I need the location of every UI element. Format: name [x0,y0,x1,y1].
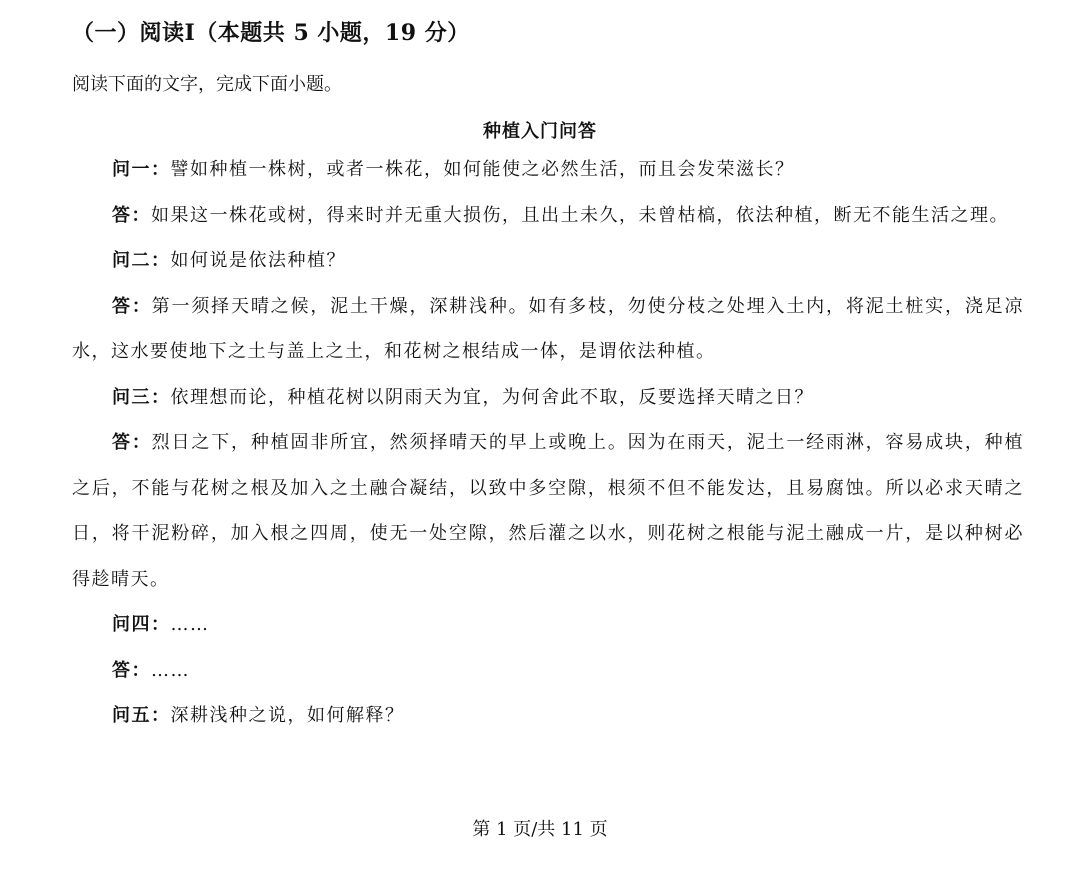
article-title: 种植入门问答 [483,121,597,142]
article-paragraph [72,193,1024,239]
reading-instruction: 阅读下面的文字，完成下面小题。 [72,74,342,95]
section-title: （一）阅读I（本题共 5 小题，19 分） [72,20,470,46]
paragraph-label: 答： [112,432,152,453]
paragraph-label: 问四： [112,614,171,635]
article-paragraph [72,147,1024,193]
paragraph-label: 答： [112,659,151,681]
article-body [72,147,1024,739]
article-paragraph [72,693,1024,739]
paragraph-label: 问三： [112,386,171,408]
paragraph-label: 问二： [112,250,171,271]
paragraph-text: …… [151,659,190,681]
paragraph-label: 答： [112,295,152,317]
paragraph-text: 第一须择天晴之候，泥土干燥，深耕浅种。如有多枝，勿使分枝之处埋入土内，将泥土桩实，浇足凉水，这水要使地下之土与盖上之土，和花树之根结成一体，是谓依法种植。 [72,295,1025,362]
article-paragraph [72,238,1024,284]
article-paragraph [72,284,1024,375]
article-paragraph [72,648,1024,694]
paragraph-text: 依理想而论，种植花树以阴雨天为宜，为何舍此不取，反要选择天晴之日？ [170,386,814,408]
paragraph-text: 深耕浅种之说，如何解释？ [170,705,405,726]
article-paragraph [72,602,1024,648]
paragraph-text: 如果这一株花或树，得来时并无重大损伤，且出土未久，未曾枯槁，依法种植，断无不能生活之理。 [151,204,1009,226]
paragraph-text: …… [170,614,210,635]
article-paragraph [72,375,1024,421]
paragraph-text: 如何说是依法种植？ [170,250,346,271]
paragraph-label: 问一： [112,159,171,180]
paragraph-text: 譬如种植一株树，或者一株花，如何能使之必然生活，而且会发荣滋长？ [170,159,795,180]
paragraph-text: 烈日之下，种植固非所宜，然须择晴天的早上或晚上。因为在雨天，泥土一经雨淋，容易成块，种植之后，不能与花树之根及加入之土融合凝结，以致中多空隙，根须不但不能发达，且易腐蚀。所以必求天晴之日，将干泥粉碎，加入根之四周，使无一处空隙，然后灌之以水，则花树之根能与泥土融成一片，是以种树必得趁晴天。 [72,432,1025,590]
paragraph-label: 答： [112,204,151,226]
page-number: 第 1 页/共 11 页 [472,819,608,840]
article-paragraph [72,420,1024,602]
paragraph-label: 问五： [112,705,171,726]
